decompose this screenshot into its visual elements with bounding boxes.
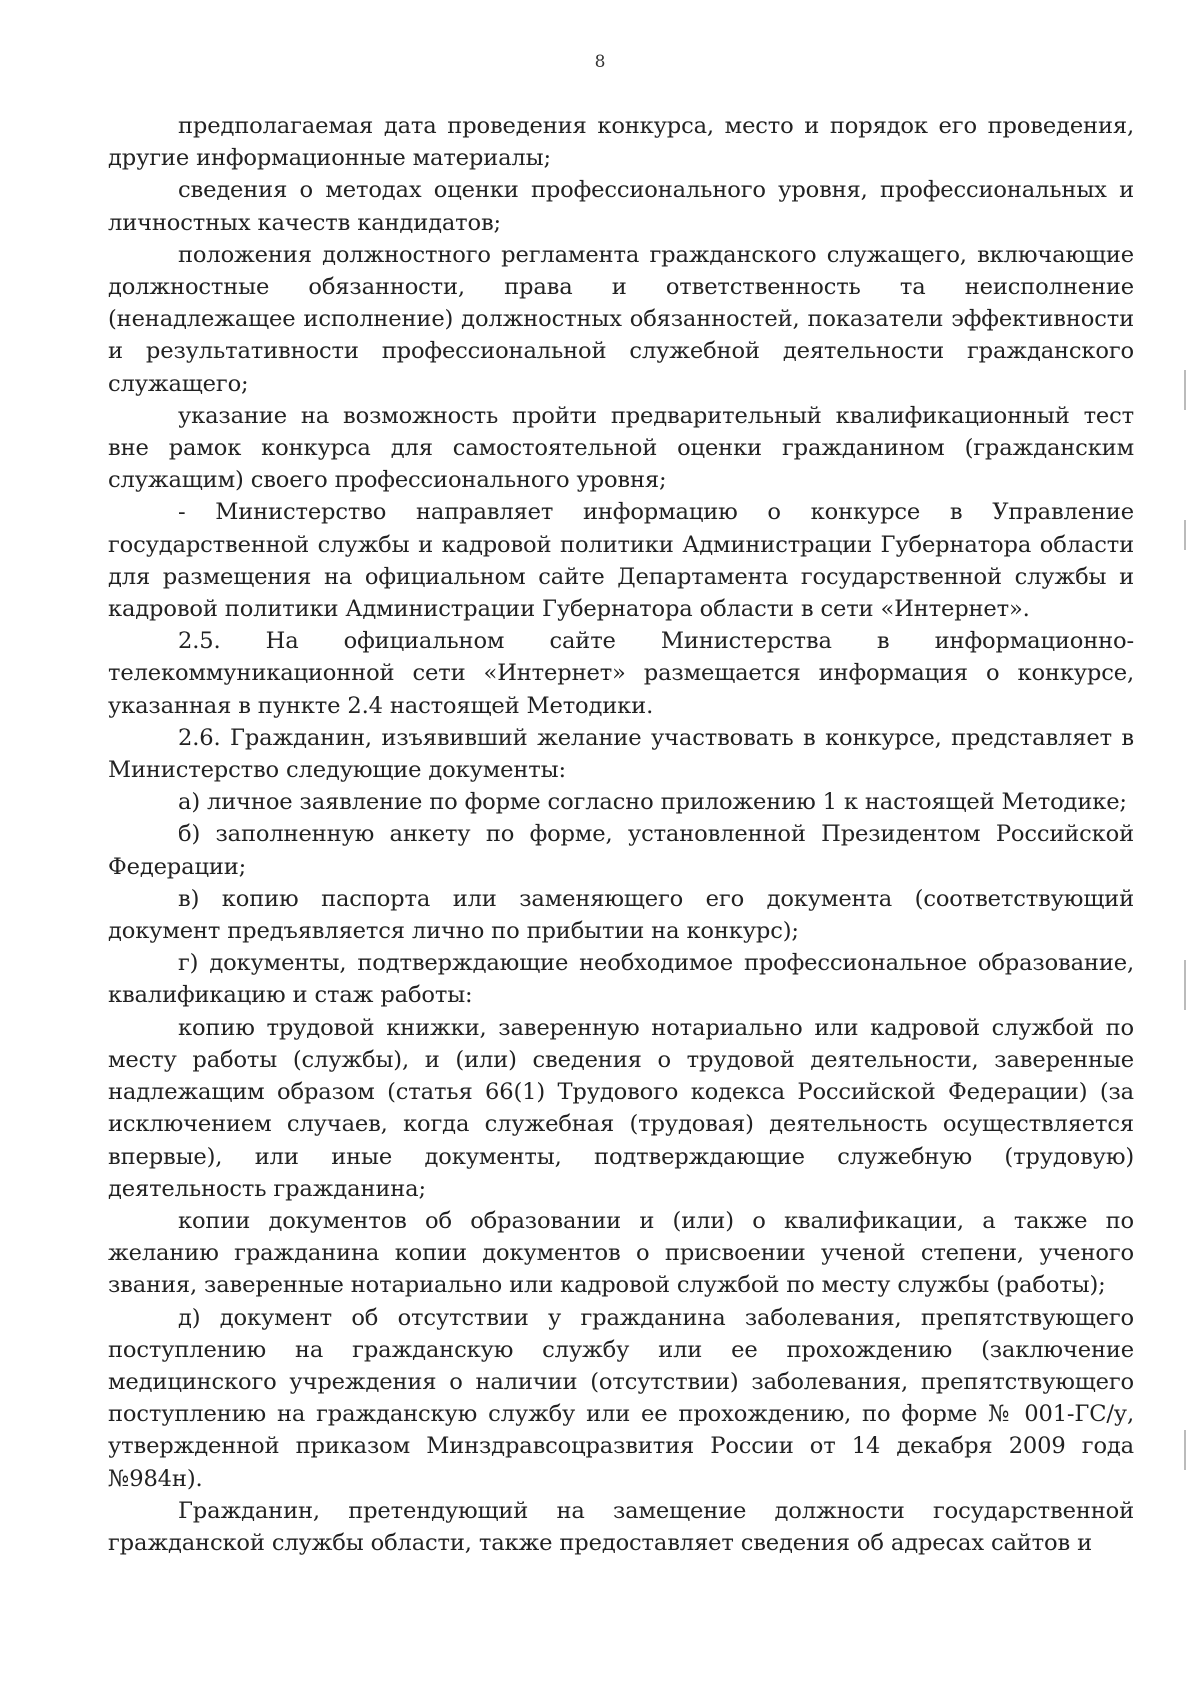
paragraph: сведения о методах оценки профессионального уровня, профессиональных и личностных качеств кандидатов; bbox=[108, 177, 1134, 236]
scan-edge-mark bbox=[1184, 520, 1186, 550]
paragraph: в) копию паспорта или заменяющего его документа (соответствующий документ предъявляется лично по прибытии на конкурс); bbox=[108, 885, 1134, 945]
page-number: 8 bbox=[594, 52, 606, 72]
paragraph: а) личное заявление по форме согласно приложению 1 к настоящей Методике; bbox=[178, 789, 1127, 816]
document-body bbox=[108, 110, 1134, 1559]
scan-edge-mark bbox=[1184, 960, 1186, 1010]
paragraph: положения должностного регламента гражданского служащего, включающие должностные обязанности, права и ответственность та неисполнение (ненадлежащее исполнение) должностных обязанностей, показатели эффективности и результативности профессиональной служебной деятельности гражданского служащего; bbox=[108, 241, 1134, 397]
paragraph: б) заполненную анкету по форме, установленной Президентом Российской Федерации; bbox=[108, 821, 1134, 880]
paragraph: Гражданин, претендующий на замещение должности государственной гражданской службы области, также предоставляет сведения об адресах сайтов и bbox=[108, 1497, 1134, 1556]
paragraph: предполагаемая дата проведения конкурса, место и порядок его проведения, другие информационные материалы; bbox=[108, 113, 1134, 172]
scan-edge-mark bbox=[1184, 1430, 1186, 1470]
paragraph: указание на возможность пройти предварительный квалификационный тест вне рамок конкурса для самостоятельной оценки гражданином (гражданским служащим) своего профессионального уровня; bbox=[108, 402, 1134, 494]
scan-edge-mark bbox=[1184, 370, 1186, 410]
paragraph: г) документы, подтверждающие необходимое профессиональное образование, квалификацию и стаж работы: bbox=[108, 950, 1134, 1009]
paragraph: - Министерство направляет информацию о конкурсе в Управление государственной службы и кадровой политики Администрации Губернатора области для размещения на официальном сайте Департамента государственной службы и кадровой политики Администрации Губернатора области в сети «Интернет». bbox=[108, 499, 1134, 623]
paragraph: 2.5. На официальном сайте Министерства в информационно-телекоммуникационной сети «Интернет» размещается информация о конкурсе, указанная в пункте 2.4 настоящей Методики. bbox=[108, 628, 1134, 719]
paragraph: 2.6. Гражданин, изъявивший желание участвовать в конкурсе, представляет в Министерство следующие документы: bbox=[108, 724, 1134, 784]
paragraph: д) документ об отсутствии у гражданина заболевания, препятствующего поступлению на гражданскую службу или ее прохождению (заключение медицинского учреждения о наличии (отсутствии) заболевания, препятствующего поступлению на гражданскую службу или ее прохождению, по форме № 001-ГС/у, утвержденной приказом Минздравсоцразвития России от 14 декабря 2009 года №984н). bbox=[108, 1304, 1134, 1492]
paragraph: копию трудовой книжки, заверенную нотариально или кадровой службой по месту работы (службы), и (или) сведения о трудовой деятельности, заверенные надлежащим образом (статья 66(1) Трудового кодекса Российской Федерации) (за исключением случаев, когда служебная (трудовая) деятельность осуществляется впервые), или иные документы, подтверждающие служебную (трудовую) деятельность гражданина; bbox=[108, 1014, 1134, 1202]
paragraph: копии документов об образовании и (или) о квалификации, а также по желанию гражданина копии документов о присвоении ученой степени, ученого звания, заверенные нотариально или кадровой службой по месту службы (работы); bbox=[108, 1207, 1134, 1299]
